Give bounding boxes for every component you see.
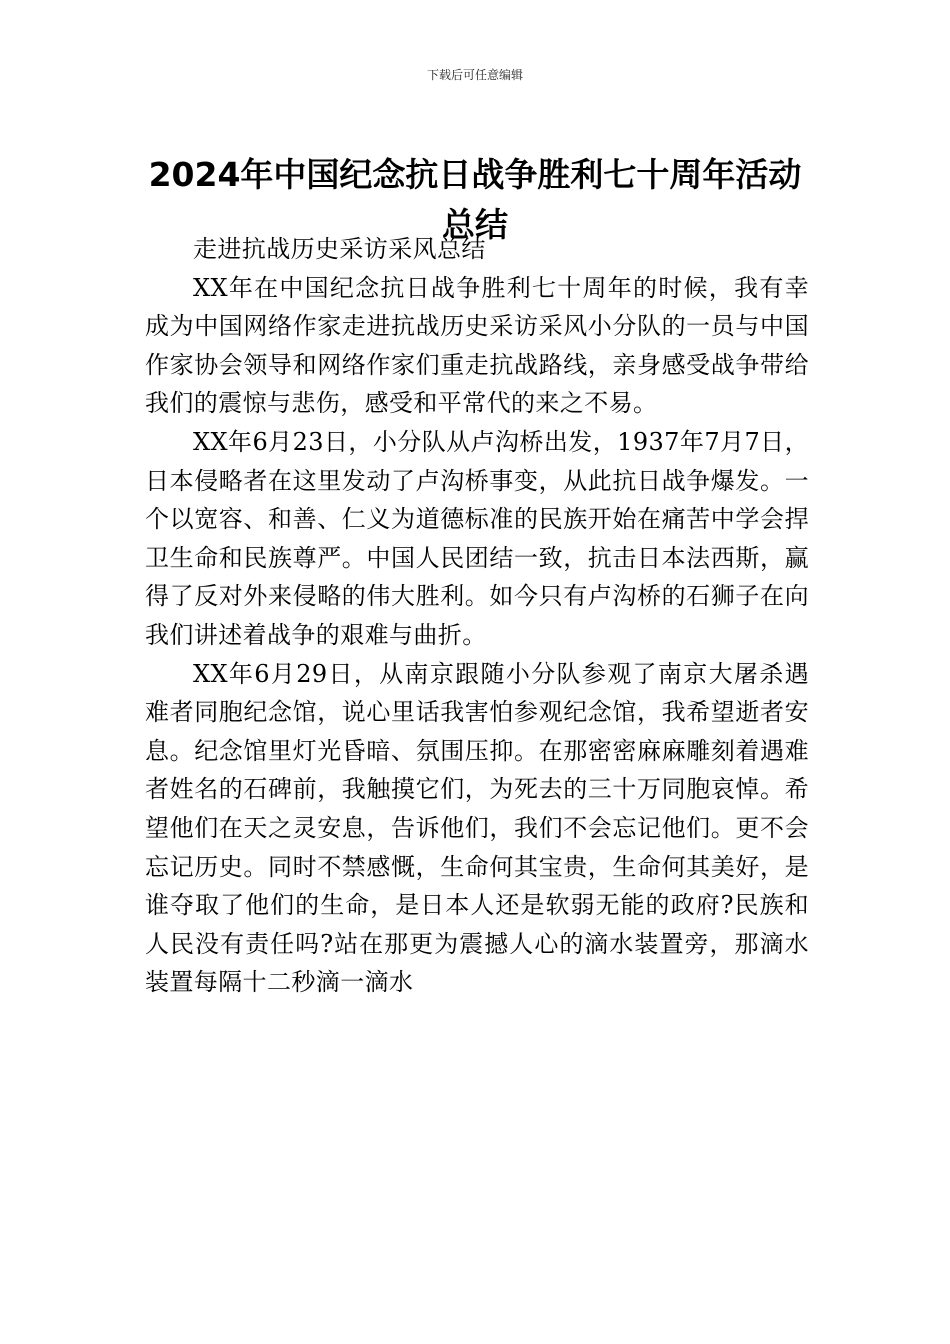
body-paragraph-2: XX年6月23日，小分队从卢沟桥出发，1937年7月7日，日本侵略者在这里发动了卢沟桥事变，从此抗日战争爆发。一个以宽容、和善、仁义为道德标准的民族开始在痛苦中学会捍卫生命和民族尊严。中国人民团结一致，抗击日本法西斯，赢得了反对外来侵略的伟大胜利。如今只有卢沟桥的石狮子在向我们讲述着战争的艰难与曲折。 [145,427,809,649]
subtitle-paragraph: 走进抗战历史采访采风总结 [193,235,486,263]
body-paragraph-1: XX年在中国纪念抗日战争胜利七十周年的时候，我有幸成为中国网络作家走进抗战历史采访采风小分队的一员与中国作家协会领导和网络作家们重走抗战路线，亲身感受战争带给我们的震惊与悲伤，感受和平常代的来之不易。 [145,273,809,418]
document-title: 2024年中国纪念抗日战争胜利七十周年活动总结 [148,155,802,245]
body-paragraph-3: XX年6月29日，从南京跟随小分队参观了南京大屠杀遇难者同胞纪念馆，说心里话我害怕参观纪念馆，我希望逝者安息。纪念馆里灯光昏暗、氛围压抑。在那密密麻麻雕刻着遇难者姓名的石碑前，我触摸它们，为死去的三十万同胞哀悼。希望他们在天之灵安息，告诉他们，我们不会忘记他们。更不会忘记历史。同时不禁感慨，生命何其宝贵，生命何其美好，是谁夺取了他们的生命，是日本人还是软弱无能的政府?民族和人民没有责任吗?站在那更为震撼人心的滴水装置旁，那滴水装置每隔十二秒滴一滴水 [145,659,809,997]
document-body [145,230,809,1002]
header-note: 下载后可任意编辑 [426,68,523,82]
